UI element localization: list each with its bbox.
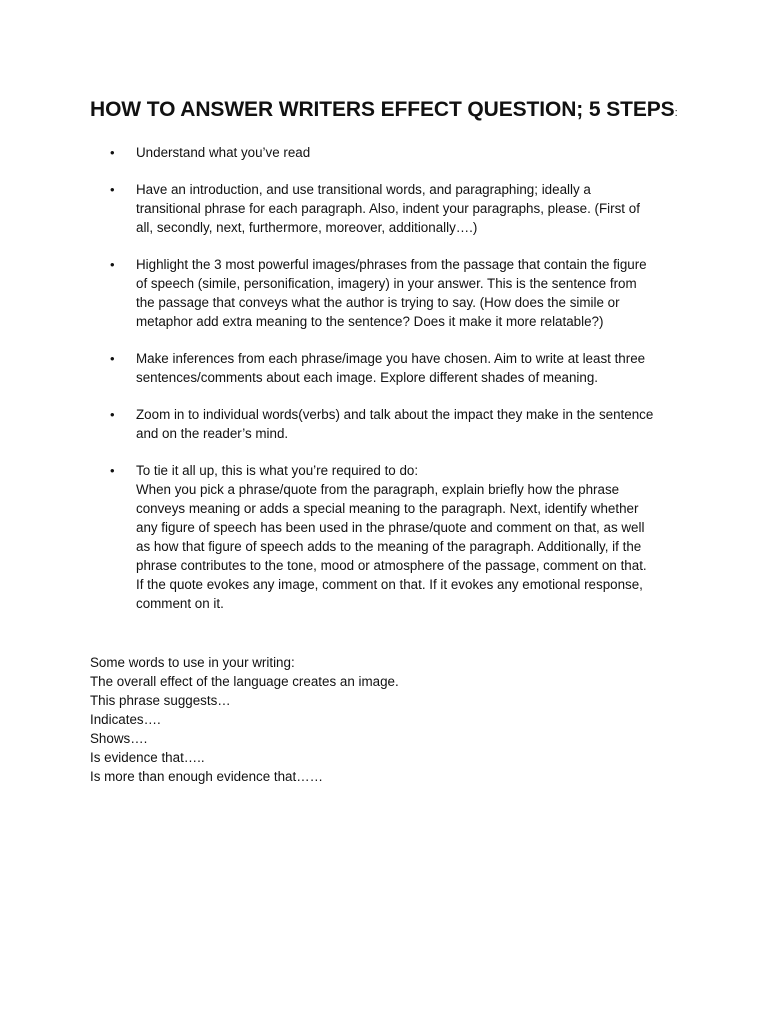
steps-list [90,143,676,613]
step-text-line: phrase contributes to the tone, mood or atmosphere of the passage, comment on that. [136,558,647,573]
phrase-line: Indicates…. [90,712,161,727]
step-text-line: When you pick a phrase/quote from the paragraph, explain briefly how the phrase [136,482,620,497]
step-item [90,405,676,443]
step-text-line: If the quote evokes any image, comment on that. If it evokes any emotional response, [136,577,643,592]
title-text: HOW TO ANSWER WRITERS EFFECT QUESTION; 5 STEPS [90,98,675,121]
words-to-use-section [90,653,676,786]
bullet-icon: • [110,257,115,272]
step-text-line: Have an introduction, and use transitional words, and paragraphing; ideally a [136,182,591,197]
step-text-line: all, secondly, next, furthermore, moreover, additionally….) [136,220,478,235]
phrase-line: This phrase suggests… [90,693,231,708]
step-text-line: Make inferences from each phrase/image you have chosen. Aim to write at least three [136,351,646,366]
step-item [90,143,676,162]
step-item [90,461,676,613]
step-item [90,255,676,331]
step-text-line: of speech (simile, personification, imagery) in your answer. This is the sentence from [136,276,637,291]
bullet-icon: • [110,145,115,160]
phrase-line: Shows…. [90,731,148,746]
bullet-icon: • [110,351,115,366]
step-text-line: transitional phrase for each paragraph. Also, indent your paragraphs, please. (First of [136,201,640,216]
step-item [90,180,676,237]
phrase-line: Is more than enough evidence that…… [90,769,323,784]
bullet-icon: • [110,182,115,197]
step-item [90,349,676,387]
step-text-line: Highlight the 3 most powerful images/phrases from the passage that contain the figure [136,257,647,272]
phrase-line: The overall effect of the language creates an image. [90,674,399,689]
step-text-line: Understand what you’ve read [136,145,311,160]
step-text-line: To tie it all up, this is what you’re required to do: [136,463,419,478]
step-text-line: metaphor add extra meaning to the sentence? Does it make it more relatable?) [136,314,604,329]
step-text-line: any figure of speech has been used in the phrase/quote and comment on that, as well [136,520,645,535]
step-text-line: as how that figure of speech adds to the meaning of the paragraph. Additionally, if the [136,539,642,554]
phrase-line: Is evidence that….. [90,750,205,765]
bullet-icon: • [110,463,115,478]
step-text-line: Zoom in to individual words(verbs) and talk about the impact they make in the sentence [136,407,654,422]
step-text-line: the passage that conveys what the author is trying to say. (How does the simile or [136,295,620,310]
bullet-icon: • [110,407,115,422]
page-title [90,96,676,127]
step-text-line: and on the reader’s mind. [136,426,289,441]
step-text-line: sentences/comments about each image. Explore different shades of meaning. [136,370,599,385]
words-section-heading: Some words to use in your writing: [90,655,295,670]
title-suffix: : [674,107,678,119]
step-text-line: conveys meaning or adds a special meaning to the paragraph. Next, identify whether [136,501,639,516]
step-text-line: comment on it. [136,596,224,611]
